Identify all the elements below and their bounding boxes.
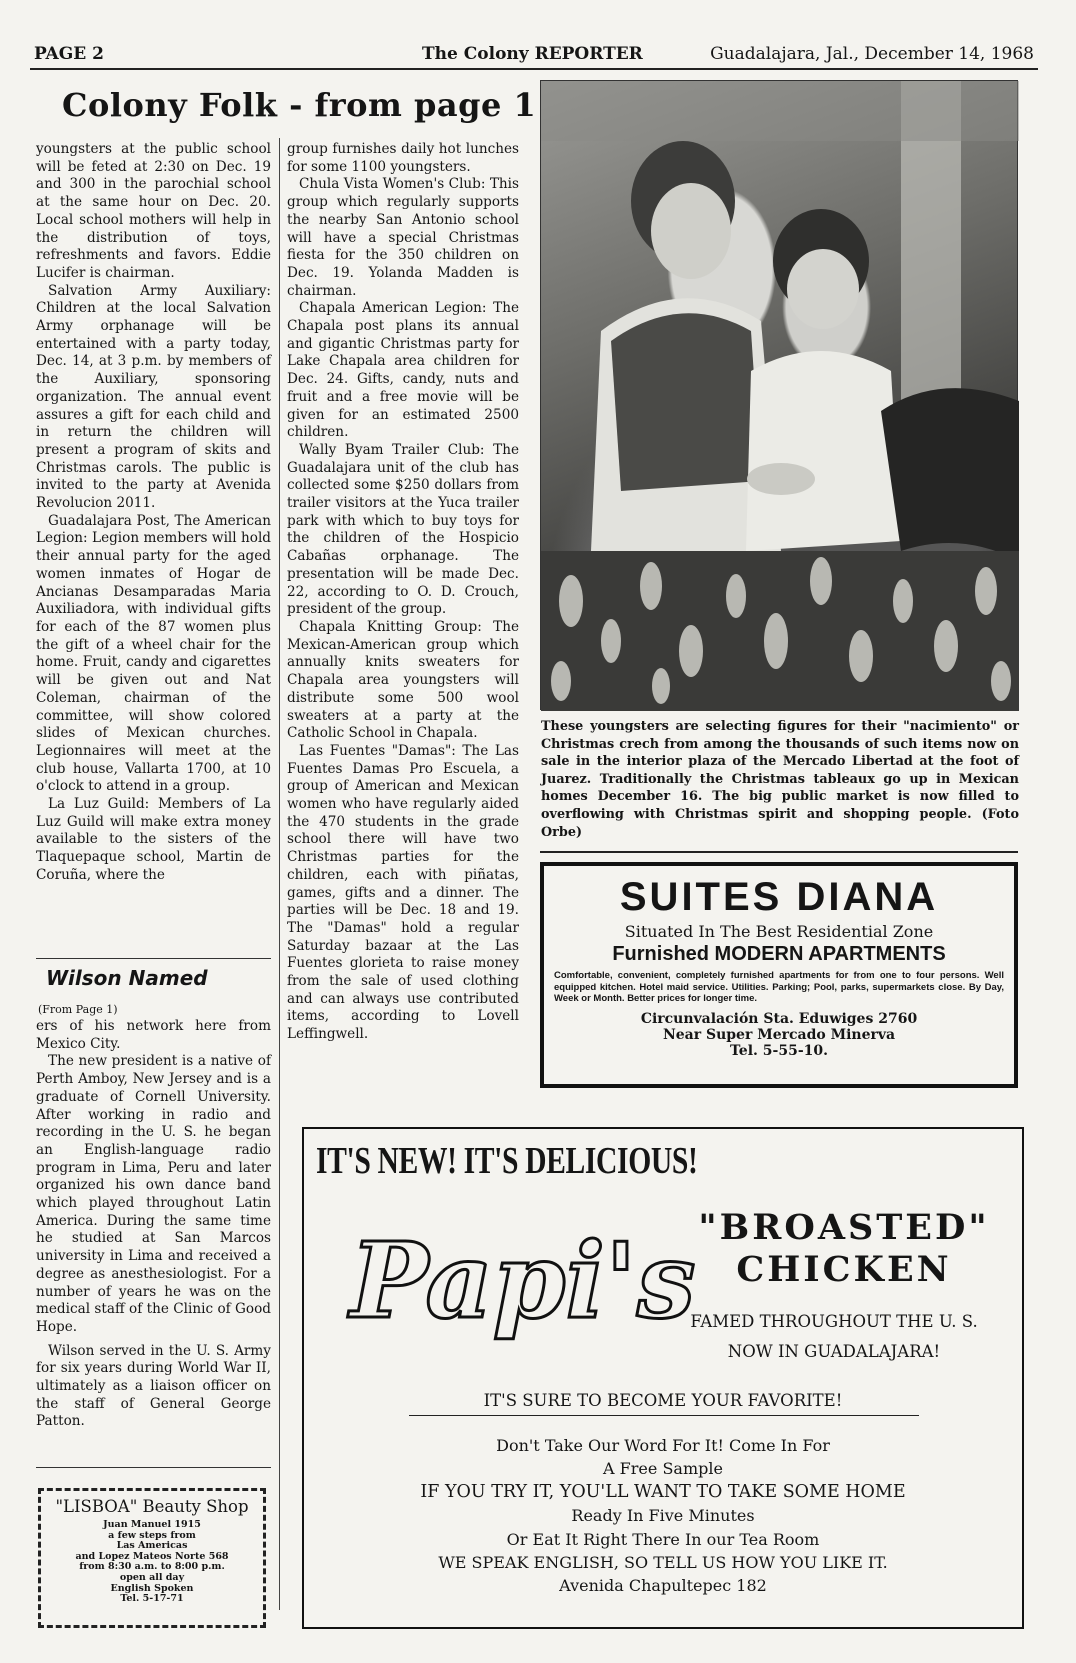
ad-subtitle: Situated In The Best Residential Zone [624, 922, 934, 941]
famed-line: FAMED THROUGHOUT THE U. S. [690, 1312, 978, 1331]
ad-line: English Spoken [110, 1582, 194, 1594]
ad-details: Comfortable, convenient, completely furnished apartments for from one to four persons. Well equipped kitchen. Hotel maid service. Utilities. Parking; Pool, parks, supermarkets close. By Day, Week or Month. Better prices for longer time. [554, 970, 1004, 1004]
news-photo [540, 80, 1018, 710]
ad-headline: IT'S NEW! IT'S DELICIOUS! [316, 1140, 698, 1182]
paragraph: Wilson served in the U. S. Army for six years during World War II, ultimately as a liaison officer on the staff of General George Patton. [36, 1342, 271, 1430]
paragraph: Chapala Knitting Group: The Mexican-American group which annually knits sweaters for Chapala area youngsters will distribute some 500 wool sweaters at a party at the Catholic School in Chapala. [287, 618, 519, 742]
wilson-heading: Wilson Named [46, 966, 208, 990]
paragraph: Chula Vista Women's Club: This group which regularly supports the nearby San Antonio school will have a special Christmas fiesta for the 350 children on Dec. 19. Yolanda Madden is chairman. [287, 176, 519, 299]
papis-logo [340, 1199, 696, 1349]
ad-line: Or Eat It Right There In our Tea Room [506, 1529, 820, 1549]
now-line: NOW IN GUADALAJARA! [727, 1342, 941, 1361]
photo-caption: These youngsters are selecting figures for their "nacimiento" or Christmas crech from among the thousands of such items now on sale in the interior plaza of the Mercado Libertad at the foot of Juarez. Traditionally the Christmas tableaux go up in Mexican homes December 16. The big public market is now filled to overflowing with Christmas spirit and shopping people. (Foto Orbe) [541, 719, 1019, 840]
ad-line: Juan Manuel 1915 [103, 1519, 201, 1530]
ad-line: open all day [119, 1571, 185, 1583]
ad-title: "LISBOA" Beauty Shop [55, 1497, 249, 1516]
lisboa-ad [38, 1488, 266, 1628]
newspaper-title: The Colony REPORTER [422, 44, 643, 64]
section-rule [36, 958, 271, 959]
broasted-label: "BROASTED" [698, 1207, 990, 1248]
caption-rule [540, 851, 1018, 853]
ad-title: SUITES DIANA [619, 875, 939, 919]
dateline: Guadalajara, Jal., December 14, 1968 [710, 44, 1034, 64]
paragraph: Guadalajara Post, The American Legion: Legion members will hold their annual party for the aged women inmates of Hogar de Ancianas Desamparadas Maria Auxiliadora, with individual gifts for each of the 87 women plus the gift of a wheel chair for the home. Fruit, candy and cigarettes will be given out and Nat Coleman, chairman of the committee, will show colored slides of Mexican churches. Legionnaires will meet at the club house, Vallarta 1700, at 10 o'clock to attend in a group. [36, 512, 271, 795]
ad-address [554, 1011, 1004, 1059]
broasted-chicken [684, 1207, 1004, 1291]
page-header [34, 44, 1034, 68]
ad-line: Don't Take Our Word For It! Come In For [496, 1436, 830, 1455]
ad-line: and Lopez Mateos Norte 568 [75, 1550, 229, 1562]
column-rule [279, 138, 280, 1610]
paragraph: Salvation Army Auxiliary: Children at the local Salvation Army orphanage will be entertained with a party today, Dec. 14, at 3 p.m. by members of the Auxiliary, sponsoring organization. The annual event assures a gift for each child and in return the children will present a program of skits and Christmas carols. The public is invited to the party at Avenida Revolucion 2011. [36, 282, 271, 512]
ad-line: Las Americas [116, 1540, 188, 1552]
ad-tagline: Furnished MODERN APARTMENTS [612, 943, 946, 965]
ad-line: A Free Sample [603, 1459, 723, 1479]
ad-line: IF YOU TRY IT, YOU'LL WANT TO TAKE SOME HOME [420, 1481, 906, 1502]
favorite-line: IT'S SURE TO BECOME YOUR FAVORITE! [483, 1391, 843, 1410]
ad-body [304, 1434, 1022, 1598]
ad-address-line: Circunvalación Sta. Eduwiges 2760 [640, 1010, 918, 1027]
ad-phone: Tel. 5-55-10. [730, 1042, 828, 1059]
article-column-1 [36, 141, 271, 885]
photo-illustration [541, 81, 1019, 711]
ad-line: Ready In Five Minutes [571, 1506, 755, 1526]
famed-text [664, 1307, 1004, 1367]
ad-address-line: Near Super Mercado Minerva [662, 1026, 896, 1043]
wilson-article [36, 1018, 271, 1431]
header-rule [30, 68, 1038, 70]
ad-address: Avenida Chapultepec 182 [559, 1576, 767, 1596]
section-rule [36, 1467, 271, 1468]
ad-line: WE SPEAK ENGLISH, SO TELL US HOW YOU LIKE IT. [438, 1553, 888, 1573]
headline: Colony Folk - from page 1 [62, 86, 537, 124]
papis-ad [302, 1127, 1024, 1629]
paragraph: Las Fuentes "Damas": The Las Fuentes Damas Pro Escuela, a group of American and Mexican women who have regularly aided the 470 students in the grade school there will have two Christmas parties for the children, each with piñatas, games, gifts and a dinner. The parties will be Dec. 18 and 19. The "Damas" hold a regular Saturday bazaar at the Las Fuentes glorieta to raise money from the sale of used clothing and can always use contributed items, according to Lovell Leffingwell. [287, 742, 519, 1043]
paragraph: youngsters at the public school will be feted at 2:30 on Dec. 19 and 300 in the parochial school at the same hour on Dec. 20. Local school mothers will help in the distribution of toys, refreshments and favors. Eddie Lucifer is chairman. [36, 141, 271, 281]
suites-diana-ad [540, 862, 1018, 1088]
paragraph: ers of his network here from Mexico City. [36, 1018, 271, 1052]
ad-line: from 8:30 a.m. to 8:00 p.m. [79, 1561, 225, 1573]
page-number: PAGE 2 [34, 44, 104, 64]
ad-phone: Tel. 5-17-71 [120, 1593, 184, 1605]
paragraph: The new president is a native of Perth Amboy, New Jersey and is a graduate of Cornell University. After working in radio and recording in the U. S. he began an English-language radio program in Lima, Peru and later organized his own dance band which played throughout Latin America. During the same time he studied at San Marcos university in Lima and received a degree as anesthesiologist. For a number of years he was on the medical staff of the Clinic of Good Hope. [36, 1053, 271, 1335]
article-column-2 [287, 141, 519, 1044]
paragraph: La Luz Guild: Members of La Luz Guild will make extra money available to the sisters of the Tlaquepaque school, Martin de Coruña, where the [36, 796, 271, 883]
logo-text: Papi's [350, 1219, 696, 1342]
paragraph: Chapala American Legion: The Chapala post plans its annual and gigantic Christmas party for Lake Chapala area children for Dec. 24. Gifts, candy, nuts and fruit and a free movie will be given for an estimated 2500 children. [287, 300, 519, 441]
continuation-note: (From Page 1) [38, 1003, 118, 1016]
ad-rule [409, 1415, 919, 1416]
ad-line: a few steps from [108, 1529, 196, 1541]
chicken-label: CHICKEN [736, 1249, 952, 1290]
paragraph: group furnishes daily hot lunches for some 1100 youngsters. [287, 141, 519, 175]
paragraph: Wally Byam Trailer Club: The Guadalajara unit of the club has collected some $250 dollars from trailer visitors at the Yuca trailer park with which to buy toys for the children of the Hospicio Cabañas orphanage. The presentation will be made Dec. 22, according to O. D. Crouch, president of the group. [287, 441, 519, 618]
